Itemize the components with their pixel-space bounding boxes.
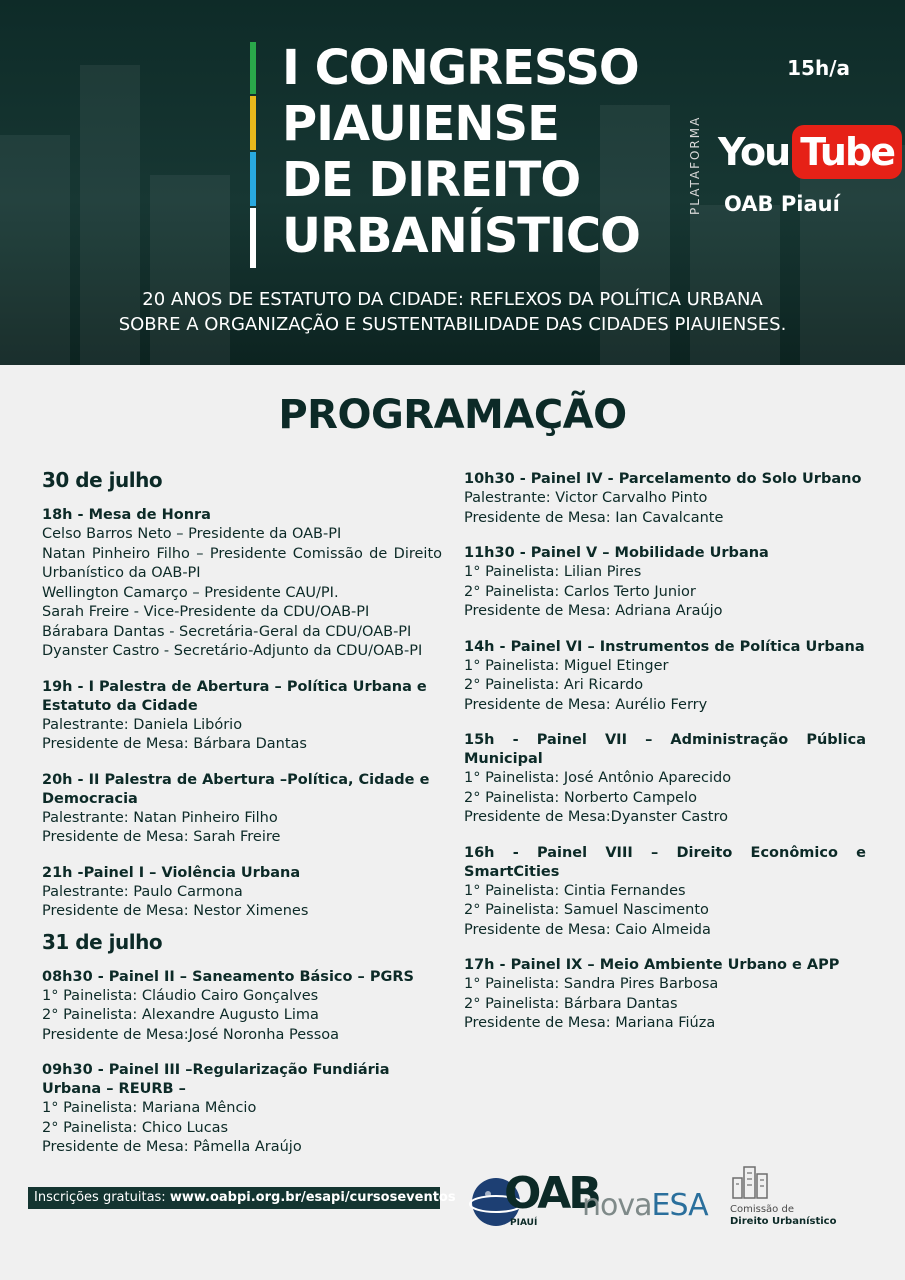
cdu-line-2: Direito Urbanístico <box>730 1216 837 1227</box>
session-title: 09h30 - Painel III –Regularização Fundiária Urbana – REURB – <box>42 1062 390 1097</box>
session-line: 2° Painelista: Chico Lucas <box>42 1119 229 1136</box>
session-title: 08h30 - Painel II – Saneamento Básico – PGRS <box>42 968 414 985</box>
session-line: Presidente de Mesa: Nestor Ximenes <box>42 903 309 919</box>
session-line: Presidente de Mesa: Caio Almeida <box>464 921 711 938</box>
youtube-channel: OAB Piauí <box>724 192 840 216</box>
event-title <box>282 40 702 264</box>
subtitle-line-1: 20 ANOS DE ESTATUTO DA CIDADE: REFLEXOS DA POLÍTICA URBANA <box>142 289 763 310</box>
session-item <box>42 1061 442 1158</box>
session-item <box>464 731 866 828</box>
session-line: 2° Painelista: Norberto Campelo <box>464 789 697 806</box>
session-line: Presidente de Mesa:Dyanster Castro <box>464 809 728 825</box>
session-line: 2° Painelista: Bárbara Dantas <box>464 995 678 1012</box>
registration-banner <box>28 1187 456 1209</box>
session-line: Wellington Camarço – Presidente CAU/PI. <box>42 584 339 601</box>
program-left-column <box>42 466 442 1174</box>
cdu-logo-text <box>730 1204 836 1228</box>
session-title: 20h - II Palestra de Abertura –Política, Cidade e Democracia <box>42 771 430 807</box>
session-item <box>42 968 442 1046</box>
session-item <box>464 638 866 716</box>
novaesa-esa: ESA <box>651 1188 708 1223</box>
youtube-logo <box>718 122 902 182</box>
session-item <box>42 506 442 662</box>
program-right-column <box>464 470 866 1050</box>
accent-bar-yellow <box>250 96 256 150</box>
session-title: 10h30 - Painel IV - Parcelamento do Solo Urbano <box>464 471 862 487</box>
session-line: Dyanster Castro - Secretário-Adjunto da CDU/OAB-PI <box>42 643 423 659</box>
accent-bar-blue <box>250 152 256 206</box>
session-line: 1° Painelista: Lilian Pires <box>464 564 642 580</box>
accent-bar-green <box>250 42 256 94</box>
session-line: Sarah Freire - Vice-Presidente da CDU/OAB-PI <box>42 604 370 620</box>
session-line: Bárabara Dantas - Secretária-Geral da CDU/OAB-PI <box>42 623 412 640</box>
registration-label: Inscrições gratuitas: <box>34 1190 170 1205</box>
program-title: PROGRAMAÇÃO <box>278 392 627 438</box>
cdu-line-1: Comissão de <box>730 1204 794 1215</box>
session-line: 2° Painelista: Ari Ricardo <box>464 677 644 693</box>
event-subtitle <box>0 287 905 337</box>
session-title: 14h - Painel VI – Instrumentos de Política Urbana <box>464 638 865 655</box>
session-line: 2° Painelista: Carlos Terto Junior <box>464 583 696 600</box>
session-title: 19h - I Palestra de Abertura – Política Urbana e Estatuto da Cidade <box>42 678 427 714</box>
session-line: Presidente de Mesa: Sarah Freire <box>42 829 281 845</box>
session-line: Celso Barros Neto – Presidente da OAB-PI <box>42 526 342 542</box>
session-line: Presidente de Mesa: Aurélio Ferry <box>464 696 708 713</box>
session-line: 2° Painelista: Samuel Nascimento <box>464 902 709 918</box>
session-line: 1° Painelista: Miguel Etinger <box>464 657 669 674</box>
oab-logo-sub: PIAUÍ <box>510 1218 538 1228</box>
day-heading-1: 30 de julho <box>42 468 163 492</box>
title-line-4: URBANÍSTICO <box>282 208 640 264</box>
session-item <box>42 678 442 755</box>
title-line-2: PIAUIENSE <box>282 96 559 152</box>
day-heading-2: 31 de julho <box>42 929 163 954</box>
session-line: 1° Painelista: Cintia Fernandes <box>464 882 686 899</box>
session-line: Presidente de Mesa: Pâmella Araújo <box>42 1139 302 1155</box>
session-item <box>464 844 866 941</box>
accent-bar-white <box>250 208 256 268</box>
session-line: 2° Painelista: Alexandre Augusto Lima <box>42 1007 319 1023</box>
city-buildings-icon <box>730 1164 770 1200</box>
session-line: Presidente de Mesa: Adriana Araújo <box>464 603 723 619</box>
registration-link[interactable]: www.oabpi.org.br/esapi/cursoseventos <box>169 1190 456 1205</box>
oab-logo-text: OAB <box>504 1168 599 1219</box>
session-title: 21h -Painel I – Violência Urbana <box>42 864 301 881</box>
youtube-tube: Tube <box>792 125 902 179</box>
session-title: 18h - Mesa de Honra <box>42 507 211 523</box>
session-item <box>42 864 442 922</box>
session-line: Presidente de Mesa: Mariana Fiúza <box>464 1015 716 1031</box>
session-title: 11h30 - Painel V – Mobilidade Urbana <box>464 545 769 561</box>
session-line: Palestrante: Daniela Libório <box>42 716 243 733</box>
hours-badge: 15h/a <box>787 56 850 80</box>
session-line: Presidente de Mesa: Bárbara Dantas <box>42 736 307 752</box>
session-line: 1° Painelista: José Antônio Aparecido <box>464 770 732 786</box>
novaesa-logo <box>582 1188 708 1223</box>
youtube-you: You <box>718 130 790 174</box>
session-line: Natan Pinheiro Filho – Presidente Comissão de Direito Urbanístico da OAB-PI <box>42 545 442 581</box>
session-item <box>42 771 442 848</box>
session-line: 1° Painelista: Cláudio Cairo Gonçalves <box>42 987 319 1004</box>
session-line: Presidente de Mesa:José Noronha Pessoa <box>42 1026 340 1043</box>
novaesa-nova: nova <box>582 1188 652 1223</box>
session-line: Presidente de Mesa: Ian Cavalcante <box>464 509 724 526</box>
header-banner <box>0 0 905 365</box>
session-line: Palestrante: Paulo Carmona <box>42 883 243 900</box>
session-line: Palestrante: Natan Pinheiro Filho <box>42 809 278 826</box>
session-line: 1° Painelista: Mariana Mêncio <box>42 1100 257 1116</box>
session-title: 15h - Painel VII – Administração Pública Municipal <box>464 732 866 767</box>
session-item <box>464 544 866 622</box>
session-title: 17h - Painel IX – Meio Ambiente Urbano e APP <box>464 957 840 973</box>
session-line: Palestrante: Victor Carvalho Pinto <box>464 490 708 506</box>
session-line: 1° Painelista: Sandra Pires Barbosa <box>464 976 719 992</box>
subtitle-line-2: SOBRE A ORGANIZAÇÃO E SUSTENTABILIDADE DAS CIDADES PIAUIENSES. <box>118 314 787 335</box>
title-line-3: DE DIREITO <box>282 152 581 208</box>
title-line-1: I CONGRESSO <box>282 40 639 96</box>
session-item <box>464 956 866 1034</box>
session-item <box>464 470 866 528</box>
session-title: 16h - Painel VIII – Direito Econômico e SmartCities <box>464 844 866 880</box>
platform-label: PLATAFORMA <box>688 115 702 215</box>
